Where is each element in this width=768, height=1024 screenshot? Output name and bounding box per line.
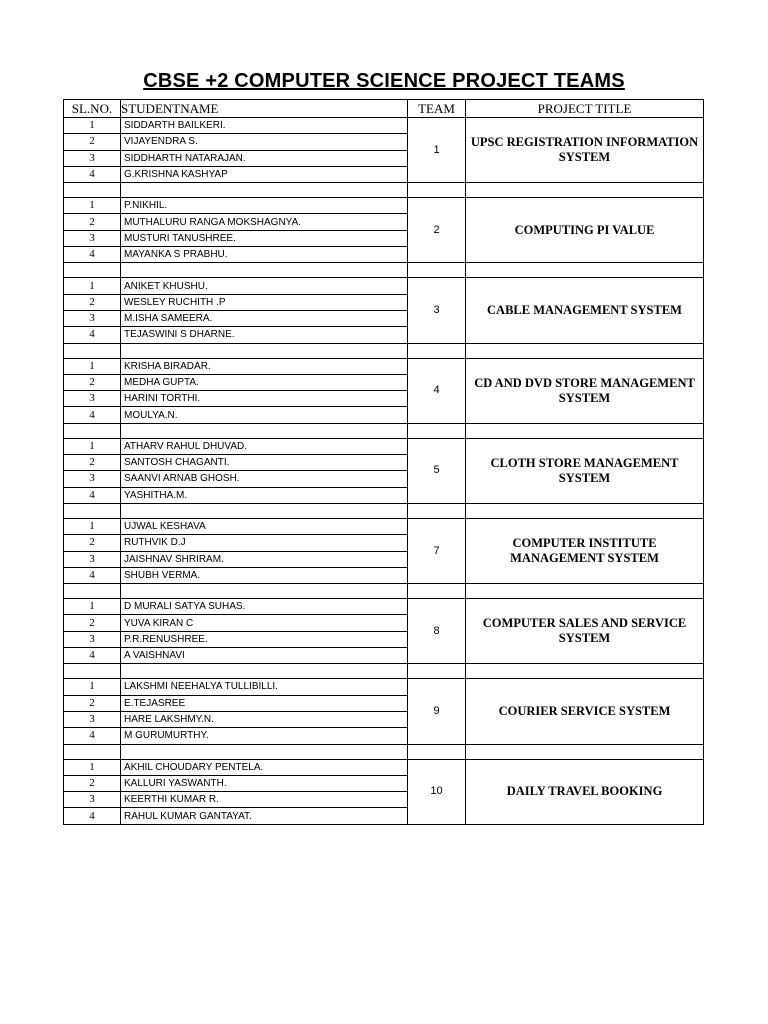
sl-no-cell: 3 bbox=[64, 711, 121, 727]
sl-no-cell: 4 bbox=[64, 247, 121, 263]
spacer-row bbox=[64, 664, 704, 679]
student-name-cell: MUSTURI TANUSHREE. bbox=[121, 230, 408, 246]
sl-no-cell: 2 bbox=[64, 214, 121, 230]
empty-cell bbox=[408, 183, 466, 198]
header-student-name: STUDENTNAME bbox=[121, 100, 408, 118]
sl-no-cell: 4 bbox=[64, 648, 121, 664]
spacer-row bbox=[64, 343, 704, 358]
sl-no-cell: 1 bbox=[64, 118, 121, 134]
student-name-cell: SANTOSH CHAGANTI. bbox=[121, 455, 408, 471]
empty-cell bbox=[408, 343, 466, 358]
sl-no-cell: 3 bbox=[64, 551, 121, 567]
student-name-cell: ATHARV RAHUL DHUVAD. bbox=[121, 438, 408, 454]
sl-no-cell: 1 bbox=[64, 278, 121, 294]
project-title-cell: CLOTH STORE MANAGEMENT SYSTEM bbox=[466, 438, 704, 503]
student-name-cell: D MURALI SATYA SUHAS. bbox=[121, 599, 408, 615]
student-name-cell: YASHITHA.M. bbox=[121, 487, 408, 503]
empty-cell bbox=[121, 343, 408, 358]
sl-no-cell: 2 bbox=[64, 455, 121, 471]
sl-no-cell: 3 bbox=[64, 792, 121, 808]
student-name-cell: RUTHVIK D.J bbox=[121, 535, 408, 551]
sl-no-cell: 3 bbox=[64, 150, 121, 166]
empty-cell bbox=[121, 423, 408, 438]
sl-no-cell: 2 bbox=[64, 695, 121, 711]
sl-no-cell: 2 bbox=[64, 294, 121, 310]
student-name-cell: M.ISHA SAMEERA. bbox=[121, 310, 408, 326]
sl-no-cell: 4 bbox=[64, 567, 121, 583]
sl-no-cell: 2 bbox=[64, 374, 121, 390]
empty-cell bbox=[64, 343, 121, 358]
empty-cell bbox=[408, 503, 466, 518]
empty-cell bbox=[466, 423, 704, 438]
student-name-cell: M GURUMURTHY. bbox=[121, 728, 408, 744]
sl-no-cell: 1 bbox=[64, 679, 121, 695]
project-title-cell: COMPUTING PI VALUE bbox=[466, 198, 704, 263]
team-number-cell: 1 bbox=[408, 118, 466, 183]
student-name-cell: RAHUL KUMAR GANTAYAT. bbox=[121, 808, 408, 824]
student-name-cell: MAYANKA S PRABHU. bbox=[121, 247, 408, 263]
empty-cell bbox=[64, 584, 121, 599]
student-name-cell: P.NIKHIL. bbox=[121, 198, 408, 214]
sl-no-cell: 2 bbox=[64, 775, 121, 791]
table-row bbox=[64, 599, 704, 615]
student-name-cell: MEDHA GUPTA. bbox=[121, 374, 408, 390]
empty-cell bbox=[466, 664, 704, 679]
project-title-cell: DAILY TRAVEL BOOKING bbox=[466, 759, 704, 824]
student-name-cell: MOULYA.N. bbox=[121, 407, 408, 423]
empty-cell bbox=[64, 263, 121, 278]
empty-cell bbox=[64, 183, 121, 198]
empty-cell bbox=[64, 423, 121, 438]
sl-no-cell: 3 bbox=[64, 391, 121, 407]
spacer-row bbox=[64, 263, 704, 278]
header-project-title: PROJECT TITLE bbox=[466, 100, 704, 118]
project-title-cell: COURIER SERVICE SYSTEM bbox=[466, 679, 704, 744]
student-name-cell: YUVA KIRAN C bbox=[121, 615, 408, 631]
student-name-cell: KRISHA BIRADAR. bbox=[121, 358, 408, 374]
sl-no-cell: 2 bbox=[64, 535, 121, 551]
empty-cell bbox=[121, 263, 408, 278]
student-name-cell: KEERTHI KUMAR R. bbox=[121, 792, 408, 808]
spacer-row bbox=[64, 744, 704, 759]
empty-cell bbox=[466, 503, 704, 518]
header-team: TEAM bbox=[408, 100, 466, 118]
empty-cell bbox=[408, 744, 466, 759]
sl-no-cell: 2 bbox=[64, 134, 121, 150]
student-name-cell: LAKSHMI NEEHALYA TULLIBILLI. bbox=[121, 679, 408, 695]
student-name-cell: HARINI TORTHI. bbox=[121, 391, 408, 407]
sl-no-cell: 1 bbox=[64, 358, 121, 374]
table-row bbox=[64, 278, 704, 294]
empty-cell bbox=[466, 584, 704, 599]
team-number-cell: 3 bbox=[408, 278, 466, 343]
sl-no-cell: 4 bbox=[64, 808, 121, 824]
student-name-cell: UJWAL KESHAVA bbox=[121, 518, 408, 534]
spacer-row bbox=[64, 503, 704, 518]
student-name-cell: P.R.RENUSHREE. bbox=[121, 631, 408, 647]
team-number-cell: 10 bbox=[408, 759, 466, 824]
empty-cell bbox=[64, 744, 121, 759]
table-row bbox=[64, 518, 704, 534]
sl-no-cell: 4 bbox=[64, 487, 121, 503]
student-name-cell: MUTHALURU RANGA MOKSHAGNYA. bbox=[121, 214, 408, 230]
table-row bbox=[64, 118, 704, 134]
project-title-cell: COMPUTER SALES AND SERVICE SYSTEM bbox=[466, 599, 704, 664]
student-name-cell: G.KRISHNA KASHYAP bbox=[121, 166, 408, 182]
student-name-cell: SAANVI ARNAB GHOSH. bbox=[121, 471, 408, 487]
sl-no-cell: 1 bbox=[64, 198, 121, 214]
student-name-cell: SIDDHARTH NATARAJAN. bbox=[121, 150, 408, 166]
empty-cell bbox=[121, 664, 408, 679]
project-teams-table bbox=[63, 99, 704, 825]
team-number-cell: 8 bbox=[408, 599, 466, 664]
table-row bbox=[64, 759, 704, 775]
project-title-cell: COMPUTER INSTITUTE MANAGEMENT SYSTEM bbox=[466, 518, 704, 583]
header-sl-no: SL.NO. bbox=[64, 100, 121, 118]
sl-no-cell: 3 bbox=[64, 471, 121, 487]
sl-no-cell: 4 bbox=[64, 166, 121, 182]
empty-cell bbox=[121, 503, 408, 518]
sl-no-cell: 4 bbox=[64, 327, 121, 343]
empty-cell bbox=[64, 664, 121, 679]
sl-no-cell: 2 bbox=[64, 615, 121, 631]
empty-cell bbox=[121, 584, 408, 599]
sl-no-cell: 1 bbox=[64, 599, 121, 615]
student-name-cell: TEJASWINI S DHARNE. bbox=[121, 327, 408, 343]
empty-cell bbox=[64, 503, 121, 518]
empty-cell bbox=[121, 744, 408, 759]
sl-no-cell: 3 bbox=[64, 310, 121, 326]
empty-cell bbox=[408, 423, 466, 438]
empty-cell bbox=[408, 584, 466, 599]
student-name-cell: E.TEJASREE bbox=[121, 695, 408, 711]
sl-no-cell: 3 bbox=[64, 631, 121, 647]
table-header-row bbox=[64, 100, 704, 118]
project-title-cell: CD AND DVD STORE MANAGEMENT SYSTEM bbox=[466, 358, 704, 423]
team-number-cell: 4 bbox=[408, 358, 466, 423]
student-name-cell: WESLEY RUCHITH .P bbox=[121, 294, 408, 310]
student-name-cell: HARE LAKSHMY.N. bbox=[121, 711, 408, 727]
student-name-cell: SHUBH VERMA. bbox=[121, 567, 408, 583]
empty-cell bbox=[466, 744, 704, 759]
empty-cell bbox=[408, 263, 466, 278]
student-name-cell: JAISHNAV SHRIRAM. bbox=[121, 551, 408, 567]
page-title: CBSE +2 COMPUTER SCIENCE PROJECT TEAMS bbox=[143, 70, 625, 92]
empty-cell bbox=[466, 183, 704, 198]
student-name-cell: KALLURI YASWANTH. bbox=[121, 775, 408, 791]
student-name-cell: ANIKET KHUSHU. bbox=[121, 278, 408, 294]
sl-no-cell: 4 bbox=[64, 407, 121, 423]
student-name-cell: A VAISHNAVI bbox=[121, 648, 408, 664]
table-row bbox=[64, 198, 704, 214]
team-number-cell: 9 bbox=[408, 679, 466, 744]
project-title-cell: UPSC REGISTRATION INFORMATION SYSTEM bbox=[466, 118, 704, 183]
sl-no-cell: 1 bbox=[64, 518, 121, 534]
spacer-row bbox=[64, 423, 704, 438]
sl-no-cell: 3 bbox=[64, 230, 121, 246]
team-number-cell: 7 bbox=[408, 518, 466, 583]
team-number-cell: 5 bbox=[408, 438, 466, 503]
sl-no-cell: 4 bbox=[64, 728, 121, 744]
project-title-cell: CABLE MANAGEMENT SYSTEM bbox=[466, 278, 704, 343]
empty-cell bbox=[121, 183, 408, 198]
table-row bbox=[64, 679, 704, 695]
empty-cell bbox=[466, 343, 704, 358]
empty-cell bbox=[408, 664, 466, 679]
spacer-row bbox=[64, 584, 704, 599]
table-body bbox=[64, 118, 704, 825]
table-row bbox=[64, 358, 704, 374]
student-name-cell: AKHIL CHOUDARY PENTELA. bbox=[121, 759, 408, 775]
empty-cell bbox=[466, 263, 704, 278]
student-name-cell: VIJAYENDRA S. bbox=[121, 134, 408, 150]
sl-no-cell: 1 bbox=[64, 759, 121, 775]
sl-no-cell: 1 bbox=[64, 438, 121, 454]
student-name-cell: SIDDARTH BAILKERI. bbox=[121, 118, 408, 134]
table-row bbox=[64, 438, 704, 454]
team-number-cell: 2 bbox=[408, 198, 466, 263]
spacer-row bbox=[64, 183, 704, 198]
